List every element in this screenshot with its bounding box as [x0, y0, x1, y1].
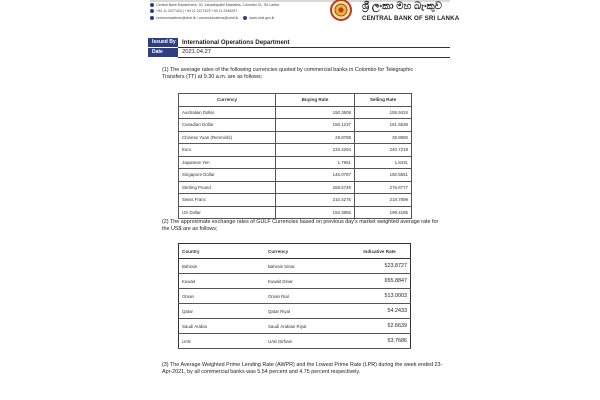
date-rule [178, 57, 450, 58]
currency-name: Swiss Franc [179, 194, 276, 207]
contact-phone [150, 9, 237, 13]
indicative-rate: 53.7686 [349, 334, 411, 349]
contact-email-text: communications@cbsl.lk / communications@cbsl.lk [156, 16, 239, 20]
currency-name: Oman Rial [265, 289, 349, 304]
email-icon [150, 16, 154, 20]
section1-text: (1) The average rates of the following currencies quoted by commercial banks in Colombo for Telegraphic Transfers (TT) at 9.30 a.m. are as follows; [162, 67, 414, 81]
table-row [179, 181, 412, 194]
selling-rate: 199.4185 [355, 206, 412, 219]
col-header-currency: Currency [179, 94, 276, 107]
contact-address [150, 3, 279, 7]
table-row [179, 259, 411, 274]
table-row [179, 106, 412, 119]
buying-rate: 210.4275 [276, 194, 355, 207]
issued-by-value: International Operations Department [182, 39, 290, 46]
currency-name: Sterling Pound [179, 181, 276, 194]
section3-text: (3) The Average Weighted Prime Lending Rate (AWPR) and the Lowest Prime Rate (LPR) during the week ended 23-Apr-2021, by all commercial banks was 5.54 percent and 4.75 percent respectively. [162, 362, 443, 376]
buying-rate: 268.6749 [276, 181, 355, 194]
col-header-country: Country [179, 244, 266, 259]
currency-name: Singapore Dollar [179, 169, 276, 182]
selling-rate: 276.6777 [355, 181, 412, 194]
country-name: Qatar [179, 304, 266, 319]
phone-icon [150, 9, 154, 13]
currency-name: Australian Dollar [179, 106, 276, 119]
date-label: Date [148, 48, 178, 57]
country-name: Bahrain [179, 259, 266, 274]
table-row [179, 289, 411, 304]
section2-text: (2) The approximate exchange rates of GULF Currencies based on previous day's market weighted average rate for the US$ are as follows; [162, 219, 439, 233]
contact-address-text: Central Bank Department, 30, Janadhipathi Mawatha, Colombo 01, Sri Lanka [156, 3, 280, 7]
currency-name: Bahrain Dinar [265, 259, 349, 274]
currency-name: Kuwait Dinar [265, 274, 349, 289]
currency-name: UAE Dirham [265, 334, 349, 349]
selling-rate: 161.6538 [355, 119, 412, 132]
country-name: Oman [179, 289, 266, 304]
currency-name: Saudi Arabian Riyal [265, 319, 349, 334]
currency-name: US Dollar [179, 206, 276, 219]
issued-rule [178, 47, 450, 48]
table-row [179, 304, 411, 319]
indicative-rate: 52.6639 [349, 319, 411, 334]
country-name: UAE [179, 334, 266, 349]
table-row [179, 119, 412, 132]
selling-rate: 150.5651 [355, 169, 412, 182]
bank-name-sinhala: ශ්‍රී ලංකා මහ බැංකුව [362, 1, 442, 12]
table-row [179, 131, 412, 144]
buying-rate: 146.0787 [276, 169, 355, 182]
date-value: 2021.04.27 [182, 49, 212, 55]
buying-rate: 156.1237 [276, 119, 355, 132]
selling-rate: 1.8431 [355, 156, 412, 169]
currency-name: Qatar Riyal [265, 304, 349, 319]
col-header-selling-rate: Selling Rate [355, 94, 412, 107]
table-row [179, 334, 411, 349]
country-name: Saudi Arabia [179, 319, 266, 334]
issued-by-label: Issued By [148, 38, 178, 47]
currency-name: Chinese Yuan (Renminbi) [179, 131, 276, 144]
selling-rate: 30.8980 [355, 131, 412, 144]
indicative-rate: 523.8727 [349, 259, 411, 274]
contact-web-text: www.cbsl.gov.lk [249, 16, 275, 20]
col-header-currency: Currency [265, 244, 349, 259]
contact-phone-text: +94 11 2477424 | +94 11 2477423 +94 11 2346257 [156, 9, 238, 13]
table-row [179, 156, 412, 169]
location-icon [150, 3, 154, 7]
currency-name: Euro [179, 144, 276, 157]
buying-rate: 150.3608 [276, 106, 355, 119]
tt-rates-table [178, 93, 412, 219]
country-name: Kuwait [179, 274, 266, 289]
selling-rate: 155.9434 [355, 106, 412, 119]
web-icon [243, 16, 247, 20]
table-row [179, 169, 412, 182]
currency-name: Canadian Dollar [179, 119, 276, 132]
tt-rates-header-row [179, 94, 412, 107]
indicative-rate: 513.0003 [349, 289, 411, 304]
table-row [179, 206, 412, 219]
buying-rate: 194.3865 [276, 206, 355, 219]
gulf-rates-header-row [179, 244, 411, 259]
buying-rate: 1.7951 [276, 156, 355, 169]
table-row [179, 274, 411, 289]
buying-rate: 29.8788 [276, 131, 355, 144]
buying-rate: 233.4294 [276, 144, 355, 157]
table-row [179, 194, 412, 207]
table-row [179, 319, 411, 334]
contact-email [150, 16, 274, 20]
currency-name: Japanese Yen [179, 156, 276, 169]
gulf-rates-table [178, 243, 411, 349]
selling-rate: 240.7218 [355, 144, 412, 157]
col-header-buying-rate: Buying Rate [276, 94, 355, 107]
table-row [179, 144, 412, 157]
col-header-indicative-rate: Indicative Rate [349, 244, 411, 259]
bank-name-english: CENTRAL BANK OF SRI LANKA [362, 15, 460, 22]
selling-rate: 218.7899 [355, 194, 412, 207]
indicative-rate: 655.8847 [349, 274, 411, 289]
central-bank-seal-icon [326, 0, 356, 22]
indicative-rate: 54.2433 [349, 304, 411, 319]
